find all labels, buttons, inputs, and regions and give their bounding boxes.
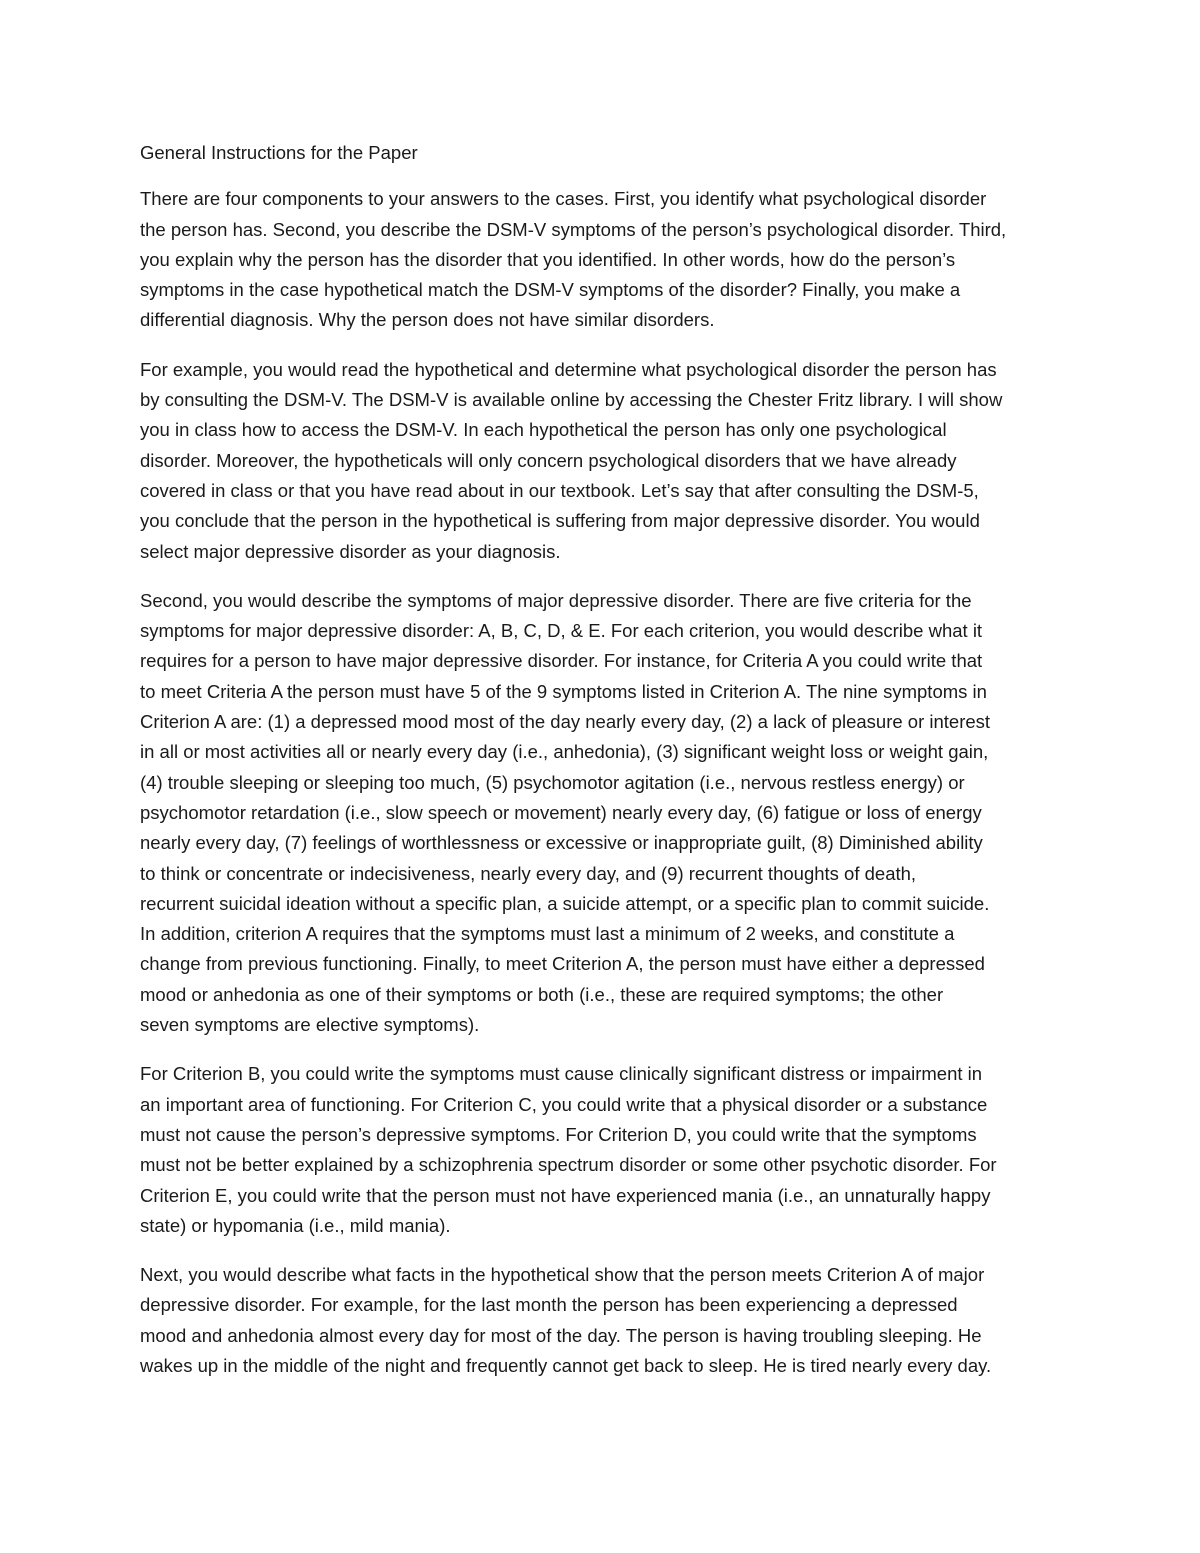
paragraph-line: depressive disorder. For example, for the last month the person has been experiencing a depressed [140,1294,958,1316]
paragraph-line: to meet Criteria A the person must have 5 of the 9 symptoms listed in Criterion A. The nine symptoms in [140,680,987,702]
paragraph-line: by consulting the DSM-V. The DSM-V is available online by accessing the Chester Fritz library. I will show [140,389,1003,411]
paragraph-line: There are four components to your answers to the cases. First, you identify what psychological disorder [140,188,987,210]
paragraph-line: Criterion A are: (1) a depressed mood most of the day nearly every day, (2) a lack of pleasure or interest [140,711,991,733]
paragraph-line: in all or most activities all or nearly every day (i.e., anhedonia), (3) significant weight loss or weight gain, [140,741,989,763]
document-body [140,184,1060,1381]
paragraph-line: covered in class or that you have read about in our textbook. Let’s say that after consulting the DSM-5, [140,479,979,501]
paragraph-line: In addition, criterion A requires that the symptoms must last a minimum of 2 weeks, and constitute a [140,923,955,945]
paragraph-line: Second, you would describe the symptoms of major depressive disorder. There are five criteria for the [140,589,972,611]
paragraph [140,355,1060,567]
paragraph-line: an important area of functioning. For Criterion C, you could write that a physical disorder or a substance [140,1093,988,1115]
paragraph-line: select major depressive disorder as your diagnosis. [140,540,561,562]
paragraph-line: psychomotor retardation (i.e., slow speech or movement) nearly every day, (6) fatigue or loss of energy [140,801,982,823]
paragraph-line: mood or anhedonia as one of their symptoms or both (i.e., these are required symptoms; the other [140,983,944,1005]
paragraph-line: requires for a person to have major depressive disorder. For instance, for Criteria A you could write that [140,650,983,672]
paragraph-line: differential diagnosis. Why the person does not have similar disorders. [140,309,715,331]
paragraph-line: you conclude that the person in the hypothetical is suffering from major depressive disorder. You would [140,510,980,532]
paragraph-line: (4) trouble sleeping or sleeping too much, (5) psychomotor agitation (i.e., nervous restless energy) or [140,771,965,793]
paragraph-line: Criterion E, you could write that the person must not have experienced mania (i.e., an unnaturally happy [140,1184,991,1206]
document-page [140,138,1060,1400]
paragraph [140,1059,1060,1241]
paragraph-line: symptoms in the case hypothetical match the DSM-V symptoms of the disorder? Finally, you make a [140,279,961,301]
paragraph-line: For example, you would read the hypothetical and determine what psychological disorder the person has [140,358,997,380]
paragraph [140,1260,1060,1381]
paragraph-line: state) or hypomania (i.e., mild mania). [140,1214,451,1236]
paragraph-line: you in class how to access the DSM-V. In each hypothetical the person has only one psychological [140,419,947,441]
paragraph-line: to think or concentrate or indecisiveness, nearly every day, and (9) recurrent thoughts of death, [140,862,917,884]
paragraph-line: seven symptoms are elective symptoms). [140,1014,480,1036]
paragraph-line: recurrent suicidal ideation without a specific plan, a suicide attempt, or a specific plan to commit suicide. [140,892,990,914]
paragraph-line: you explain why the person has the disorder that you identified. In other words, how do the person’s [140,248,956,270]
paragraph-line: For Criterion B, you could write the symptoms must cause clinically significant distress or impairment in [140,1063,983,1085]
document-title: General Instructions for the Paper [140,142,418,163]
paragraph-line: must not cause the person’s depressive symptoms. For Criterion D, you could write that the symptoms [140,1123,977,1145]
paragraph-line: wakes up in the middle of the night and frequently cannot get back to sleep. He is tired nearly every day. [140,1354,992,1376]
paragraph-line: symptoms for major depressive disorder: A, B, C, D, & E. For each criterion, you would describe what it [140,620,983,642]
paragraph-line: must not be better explained by a schizophrenia spectrum disorder or some other psychotic disorder. For [140,1154,997,1176]
paragraph-line: nearly every day, (7) feelings of worthlessness or excessive or inappropriate guilt, (8) Diminished ability [140,832,983,854]
paragraph-line: the person has. Second, you describe the DSM-V symptoms of the person’s psychological disorder. Third, [140,218,1007,240]
paragraph-line: change from previous functioning. Finally, to meet Criterion A, the person must have either a depressed [140,953,985,975]
paragraph-line: mood and anhedonia almost every day for most of the day. The person is having troubling sleeping. He [140,1324,982,1346]
paragraph-line: disorder. Moreover, the hypotheticals will only concern psychological disorders that we have already [140,449,957,471]
paragraph [140,184,1060,335]
paragraph [140,586,1060,1040]
paragraph-line: Next, you would describe what facts in the hypothetical show that the person meets Criterion A of major [140,1264,985,1286]
